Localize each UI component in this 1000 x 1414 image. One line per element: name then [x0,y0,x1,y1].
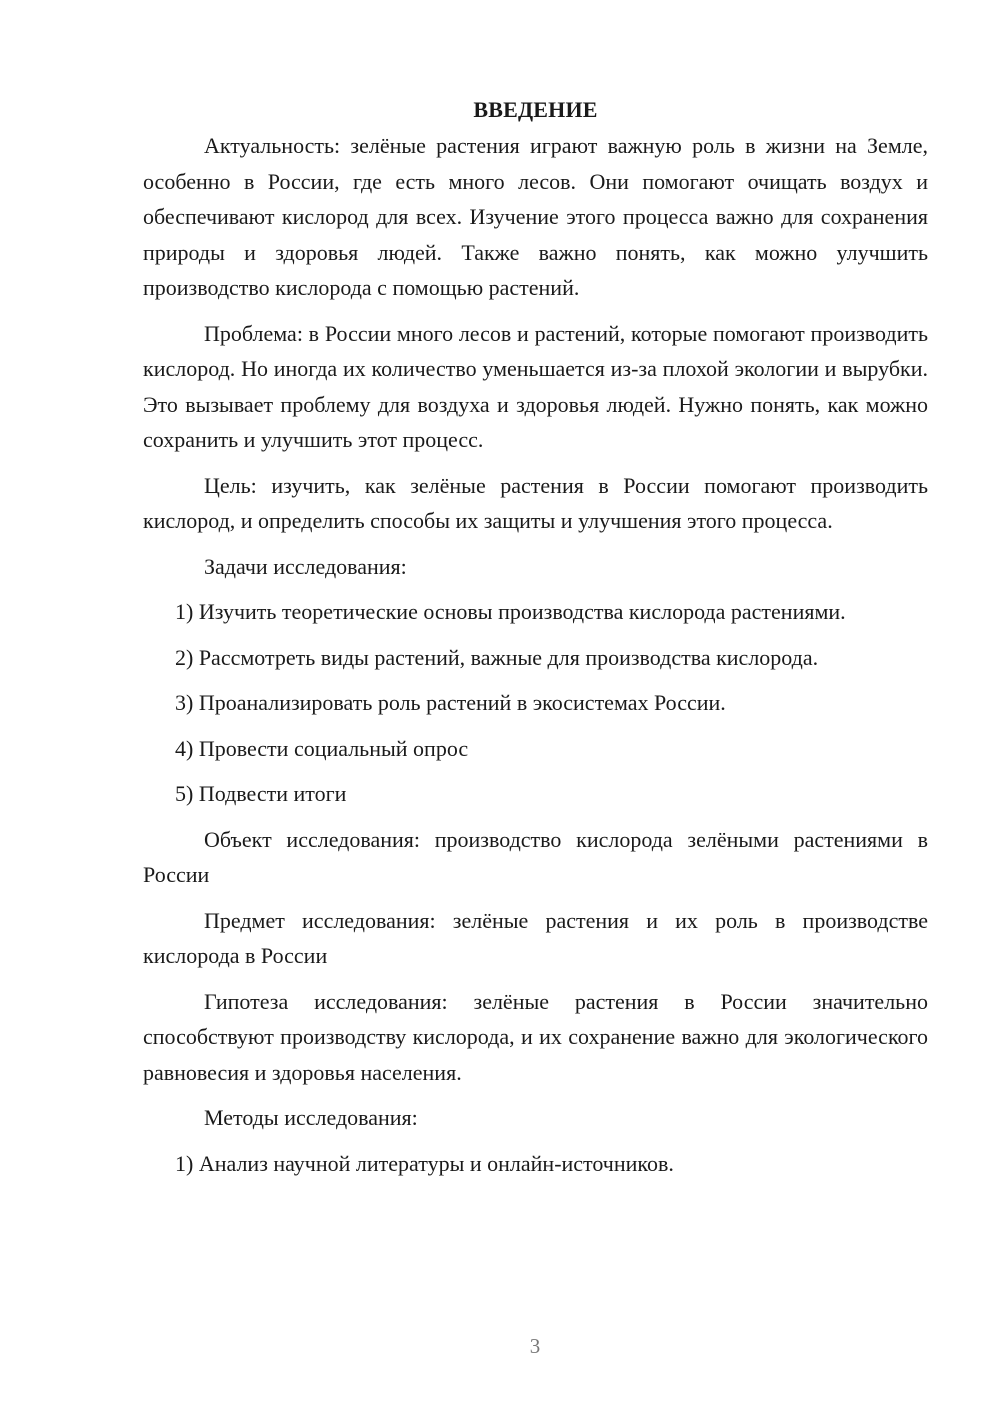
paragraph-methods-heading: Методы исследования: [204,1105,418,1130]
paragraph-object: Объект исследования: производство кислорода зелёными растениями в России [143,826,928,887]
list-item-task-1: 1) Изучить теоретические основы производства кислорода растениями. [175,599,846,624]
section-heading: ВВЕДЕНИЕ [473,97,598,122]
paragraph-tasks-heading: Задачи исследования: [204,553,407,579]
list-item-task-5: 5) Подвести итоги [175,781,347,806]
list-item-task-4: 4) Провести социальный опрос [175,735,469,761]
paragraph-problem: Проблема: в России много лесов и растений, которые помогают производить кислород. Но иногда их количество уменьшается из-за плохой экологии и вырубки. Это вызывает проблему для воздуха и здоровья людей. Нужно понять, как можно сохранить и улучшить этот процесс. [143,320,928,452]
list-item-task-2: 2) Рассмотреть виды растений, важные для производства кислорода. [175,644,819,670]
paragraph-goal: Цель: изучить, как зелёные растения в России помогают производить кислород, и определить способы их защиты и улучшения этого процесса. [143,472,928,533]
document-page [143,92,928,1191]
page-number: 3 [529,1334,541,1358]
paragraph-relevance: Актуальность: зелёные растения играют важную роль в жизни на Земле, особенно в России, где есть много лесов. Они помогают очищать воздух и обеспечивают кислород для всех. Изучение этого процесса важно для сохранения природы и здоровья людей. Также важно понять, как можно улучшить производство кислорода с помощью растений. [143,133,928,300]
paragraph-hypothesis: Гипотеза исследования: зелёные растения в России значительно способствуют производству кислорода, и их сохранение важно для экологического равновесия и здоровья населения. [143,988,928,1085]
list-item-task-3: 3) Проанализировать роль растений в экосистемах России. [175,690,726,715]
paragraph-subject: Предмет исследования: зелёные растения и их роль в производстве кислорода в России [143,907,928,968]
list-item-method-1: 1) Анализ научной литературы и онлайн-источников. [175,1150,674,1176]
